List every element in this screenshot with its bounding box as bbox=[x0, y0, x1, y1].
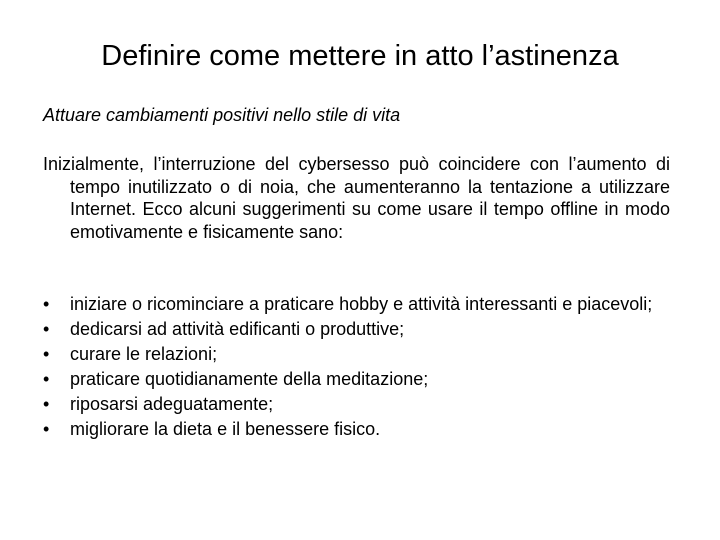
list-item-text: riposarsi adeguatamente; bbox=[70, 394, 274, 414]
list-item-text: iniziare o ricominciare a praticare hobby e attività interessanti e piacevoli; bbox=[70, 294, 653, 314]
list-item bbox=[43, 343, 670, 366]
bullet-icon: • bbox=[43, 319, 50, 339]
slide-subtitle: Attuare cambiamenti positivi nello stile di vita bbox=[43, 105, 401, 125]
slide-title: Definire come mettere in atto l’astinenza bbox=[101, 40, 619, 72]
list-item-text: curare le relazioni; bbox=[70, 344, 218, 364]
bullet-icon: • bbox=[43, 344, 50, 364]
bullet-icon: • bbox=[43, 294, 50, 314]
bullet-icon: • bbox=[43, 369, 50, 389]
suggestion-list bbox=[43, 293, 670, 443]
bullet-icon: • bbox=[43, 419, 50, 439]
list-item bbox=[43, 293, 670, 316]
list-item bbox=[43, 393, 670, 416]
list-item-text: praticare quotidianamente della meditazione; bbox=[70, 369, 429, 389]
intro-paragraph: Inizialmente, l’interruzione del cybersesso può coincidere con l’aumento di tempo inutilizzato o di noia, che aumenteranno la tentazione a utilizzare Internet. Ecco alcuni suggerimenti su come usare il tempo offline in modo emotivamente e fisicamente sano: bbox=[43, 154, 670, 242]
list-item-text: dedicarsi ad attività edificanti o produttive; bbox=[70, 319, 405, 339]
bullet-icon: • bbox=[43, 394, 50, 414]
list-item bbox=[43, 318, 670, 341]
list-item bbox=[43, 418, 670, 441]
list-item-text: migliorare la dieta e il benessere fisico. bbox=[70, 419, 381, 439]
list-item bbox=[43, 368, 670, 391]
